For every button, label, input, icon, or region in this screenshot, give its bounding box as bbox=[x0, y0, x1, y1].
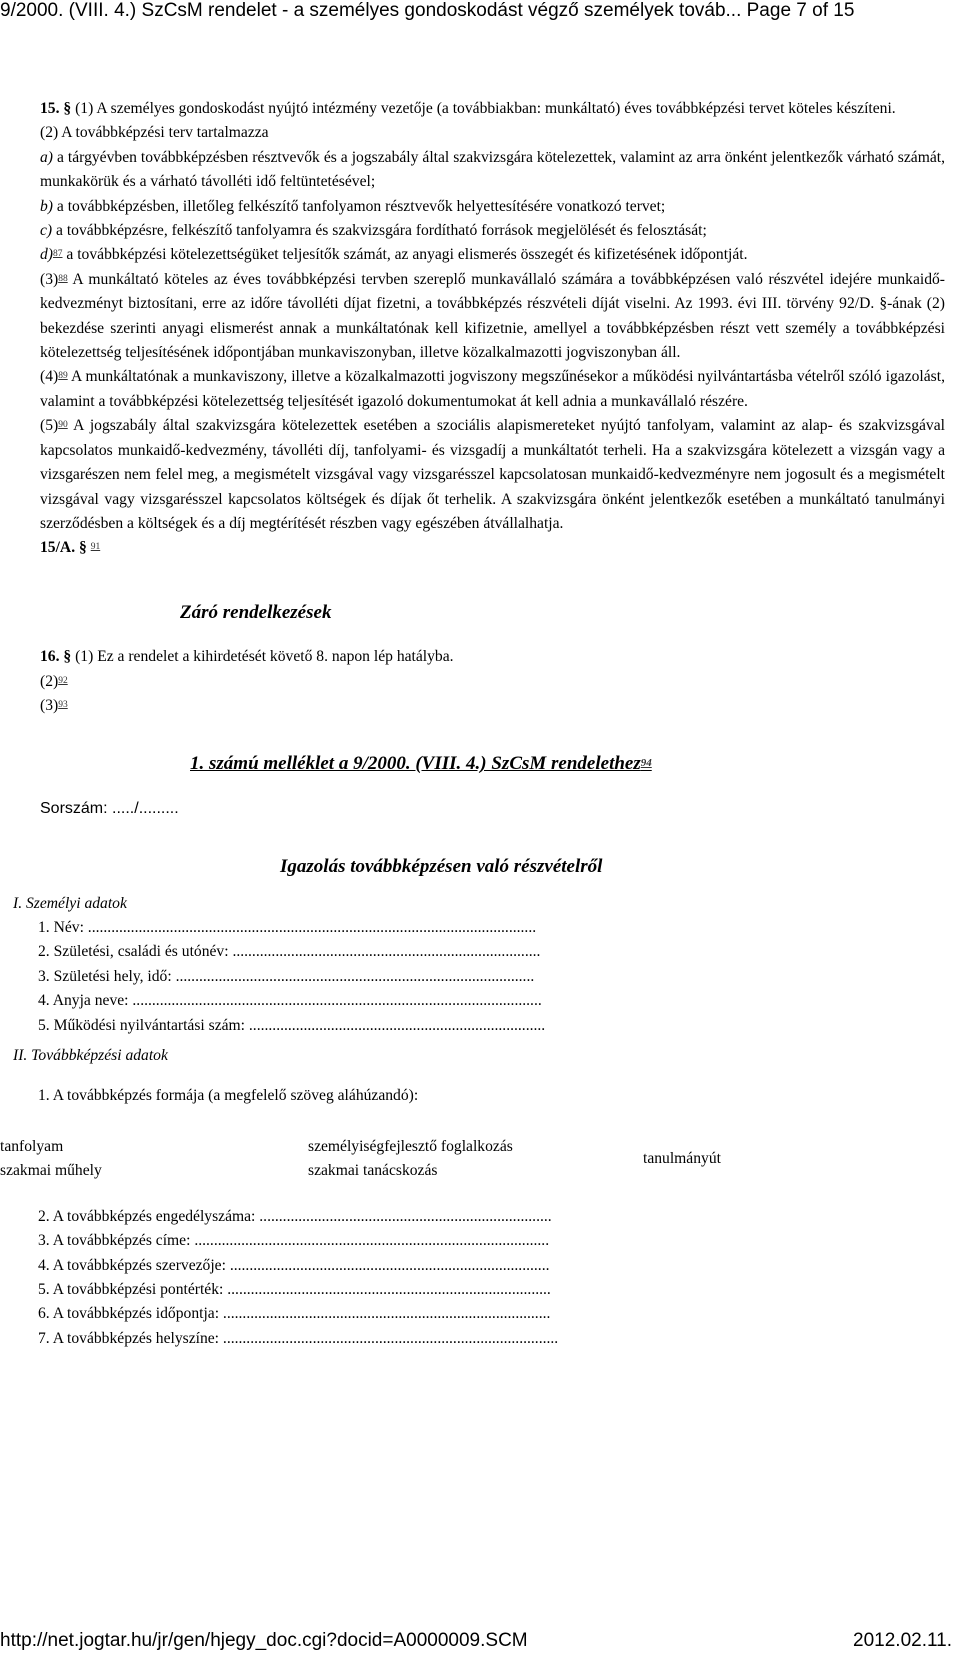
closing-provisions-heading: Záró rendelkezések bbox=[180, 601, 332, 623]
section-15a-number: 15/A. bbox=[40, 539, 76, 557]
form-option-tanfolyam: tanfolyam bbox=[0, 1137, 64, 1155]
personal-data-heading: I. Személyi adatok bbox=[13, 894, 127, 912]
section-15-number: 15. bbox=[40, 100, 60, 117]
document-body bbox=[0, 97, 945, 1351]
footnote-link-89[interactable]: 89 bbox=[58, 371, 68, 382]
section-16-para-3 bbox=[0, 694, 945, 718]
section-15-para-1 bbox=[0, 97, 945, 121]
para-3-label: (3) bbox=[40, 270, 59, 288]
form-option-muhely: szakmai műhely bbox=[0, 1161, 102, 1179]
footnote-link-87[interactable]: 87 bbox=[53, 249, 63, 260]
training-data-heading: II. Továbbképzési adatok bbox=[13, 1047, 168, 1064]
personal-item: 5. Működési nyilvántartási szám: ............................................................................ bbox=[38, 1016, 546, 1034]
section-15-item-b bbox=[0, 195, 945, 219]
para-3-text: A munkáltató köteles az éves továbbképzési tervben szereplő munkavállaló számára a továbbképzésen való részvétel idejére munkaidő-kedvezményt biztosítani, erre az időre távolléti díjat fizetni, a továbbképzés részvételi díját viselni. Az 1993. évi III. törvény 92/D. §-ának (2) bekezdése szerinti anyagi elismerést annak a munkáltatónak kell kifizetnie, amellyel a továbbképzésben részt vett személy a továbbképzési kötelezettség teljesítésének időpontjában munkaviszonyban, illetve közalkalmazotti jogviszonyban áll. bbox=[40, 270, 946, 362]
personal-item: 1. Név: ................................................................................................................... bbox=[38, 918, 537, 936]
item-c-text: a továbbképzésre, felkészítő tanfolyamra és szakvizsgára fordítható források megjelölését és felosztását; bbox=[56, 222, 707, 240]
section-16-para-2 bbox=[0, 670, 945, 694]
item-d-text: a továbbképzési kötelezettségüket teljesítők számát, az anyagi elismerés összegét és kifizetésének időpontját. bbox=[66, 246, 748, 264]
item-d-label: d) bbox=[40, 246, 53, 264]
section-15-item-c bbox=[0, 219, 945, 243]
item-a-text: a tárgyévben továbbképzésben résztvevők és a jogszabály által szakvizsgára kötelezettek, valamint az arra önként jelentkezők várható számát, munkakörük és a várható távolléti idő feltüntetésével; bbox=[40, 148, 945, 191]
para-5-label: (5) bbox=[40, 417, 59, 435]
training-item: 4. A továbbképzés szervezője: .................................................................................. bbox=[38, 1256, 550, 1274]
section-15-symbol: § bbox=[63, 100, 72, 117]
section-15-item-a bbox=[0, 146, 945, 195]
form-option-tanacskozas: szakmai tanácskozás bbox=[308, 1161, 438, 1179]
item-b-text: a továbbképzésben, illetőleg felkészítő tanfolyamon résztvevők helyettesítésére vonatkozó tervet; bbox=[56, 197, 666, 215]
form-option-tanulmanyut: tanulmányút bbox=[643, 1149, 721, 1167]
footnote-link-92[interactable]: 92 bbox=[58, 675, 68, 686]
para-4-label: (4) bbox=[40, 368, 59, 386]
section-15-para-2 bbox=[0, 121, 945, 145]
item-b-label: b) bbox=[40, 197, 53, 215]
section-16-symbol: § bbox=[63, 648, 72, 666]
footnote-link-88[interactable]: 88 bbox=[58, 273, 68, 284]
page-footer bbox=[0, 1630, 952, 1652]
para-4-text: A munkáltatónak a munkaviszony, illetve a közalkalmazotti jogviszony megszűnésekor a működési nyilvántartásba vételről szóló igazolást, valamint a továbbképzési kötelezettség teljesítését igazoló dokumentumokat át kell adnia a munkavállaló részére. bbox=[40, 368, 945, 410]
training-forms bbox=[0, 1135, 945, 1205]
footnote-link-93[interactable]: 93 bbox=[58, 699, 68, 710]
section-15-text-2: (2) A továbbképzési terv tartalmazza bbox=[40, 124, 269, 142]
personal-item: 4. Anyja neve: ......................................................................................................... bbox=[38, 992, 542, 1010]
section-16-para-2-label: (2) bbox=[40, 672, 59, 690]
para-5-text: A jogszabály által szakvizsgára kötelezettek esetében a szociális alapismereteket nyújtó tanfolyam, valamint az alap- és szakvizsgával kapcsolatos munkaidő-kedvezmény, távolléti díj, tanfolyami- és vizsgadíj a munkáltatót terheli. Ha a szakvizsgára kötelezett a vizsgán vagy a vizsgarészen nem felel meg, a megismételt vizsgával vagy vizsgarésszel kapcsolatosan munkaidő-kedvezményre nem jogosult és a megismételt vizsgával vagy vizsgarésszel kapcsolatos költségek és díjak őt terhelik. A szakvizsgára önként jelentkezők esetében a munkáltató tanulmányi szerződésben a költségek és a díj megtérítését részben vagy egészében átvállalhatja. bbox=[40, 417, 945, 532]
serial-number-field: Sorszám: ...../......... bbox=[40, 799, 179, 817]
section-16-text-1: (1) Ez a rendelet a kihirdetését követő 8. napon lép hatályba. bbox=[75, 648, 454, 666]
section-15a bbox=[0, 536, 945, 560]
form-option-szemelyiseg: személyiségfejlesztő foglalkozás bbox=[308, 1137, 513, 1155]
section-15-para-5 bbox=[0, 414, 945, 536]
section-15-text-1: (1) A személyes gondoskodást nyújtó intézmény vezetője (a továbbiakban: munkáltató) éves továbbképzési tervet köteles készíteni. bbox=[75, 100, 896, 117]
training-item: 2. A továbbképzés engedélyszáma: ........................................................................... bbox=[38, 1207, 552, 1225]
footnote-link-94[interactable]: 94 bbox=[640, 757, 652, 770]
footer-date: 2012.02.11. bbox=[853, 1630, 952, 1651]
certificate-heading: Igazolás továbbképzésen való részvételről bbox=[280, 856, 603, 878]
training-form-question: 1. A továbbképzés formája (a megfelelő szöveg aláhúzandó): bbox=[38, 1087, 419, 1105]
personal-item: 3. Születési hely, idő: ............................................................................................ bbox=[38, 967, 535, 985]
section-16-para-3-label: (3) bbox=[40, 696, 59, 714]
section-15a-symbol: § bbox=[79, 539, 87, 557]
item-c-label: c) bbox=[40, 222, 53, 240]
footnote-link-91[interactable]: 91 bbox=[90, 542, 101, 553]
training-item: 7. A továbbképzés helyszíne: ...................................................................................... bbox=[38, 1329, 559, 1347]
section-15-para-3 bbox=[0, 268, 945, 366]
training-item: 6. A továbbképzés időpontja: .................................................................................... bbox=[38, 1305, 551, 1323]
section-15-item-d bbox=[0, 243, 945, 267]
annex-title: 1. számú melléklet a 9/2000. (VIII. 4.) SzCsM rendelethez bbox=[190, 753, 641, 775]
annex-heading bbox=[0, 752, 945, 776]
training-item: 5. A továbbképzési pontérték: ................................................................................... bbox=[38, 1281, 551, 1299]
footer-url[interactable]: http://net.jogtar.hu/jr/gen/hjegy_doc.cgi?docid=A0000009.SCM bbox=[0, 1630, 528, 1651]
personal-item: 2. Születési, családi és utónév: ............................................................................... bbox=[38, 943, 541, 961]
page-header: 9/2000. (VIII. 4.) SzCsM rendelet - a személyes gondoskodást végző személyek továb... Page 7 of 15 bbox=[0, 0, 855, 21]
footnote-link-90[interactable]: 90 bbox=[58, 420, 68, 431]
section-16-number: 16. bbox=[40, 648, 60, 666]
item-a-label: a) bbox=[40, 148, 53, 166]
section-16-para-1 bbox=[0, 645, 945, 669]
section-15-para-4 bbox=[0, 365, 945, 414]
training-item: 3. A továbbképzés címe: ........................................................................................... bbox=[38, 1232, 550, 1250]
